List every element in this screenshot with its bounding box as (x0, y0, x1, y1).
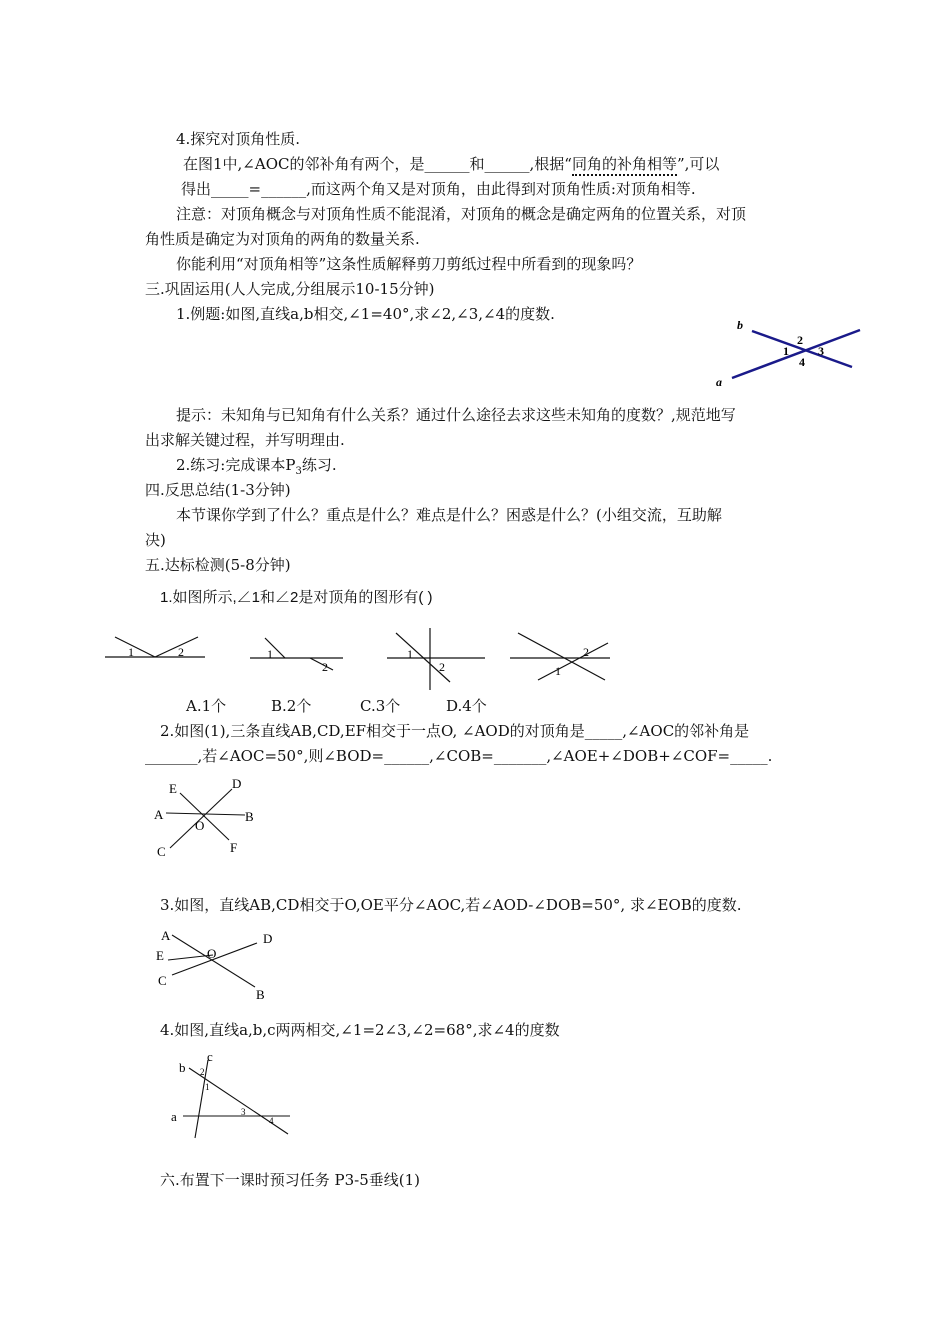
q3-figure (150, 925, 280, 1005)
q4-label-c: c (207, 1049, 213, 1064)
q1-fig2-label-1: 1 (267, 647, 273, 661)
hint-line2: 出求解关键过程，并写明理由. (145, 431, 345, 449)
q3-label-E: E (156, 948, 164, 963)
q1-fig1-label-1: 1 (128, 645, 134, 659)
example-figure (710, 315, 870, 390)
q1-fig4-label-2: 2 (583, 645, 589, 659)
s4-question: 你能利用“对顶角相等”这条性质解释剪刀剪纸过程中所看到的现象吗？ (176, 255, 642, 273)
q2-label-E: E (169, 781, 177, 796)
section-6-heading: 六.布置下一课时预习任务 P3-5垂线(1) (160, 1171, 421, 1189)
q2-label-C: C (157, 844, 166, 859)
q4-text: 4.如图,直线a,b,c两两相交,∠1=2∠3,∠2=68°,求∠4的度数 (160, 1021, 560, 1039)
q2-line2: _______,若∠AOC=50°,则∠BOD=______,∠COB=_______,∠AOE+∠DOB+∠COF=_____. (145, 747, 773, 765)
reflect-line1: 本节课你学到了什么？重点是什么？难点是什么？困惑是什么？(小组交流，互助解 (176, 506, 722, 524)
example-text: 1.例题:如图,直线a,b相交,∠1=40°,求∠2,∠3,∠4的度数. (176, 305, 555, 323)
section-3-heading: 三.巩固运用(人人完成,分组展示10-15分钟) (145, 280, 435, 298)
s4-note-line1: 注意：对顶角概念与对顶角性质不能混淆，对顶角的概念是确定两角的位置关系，对顶 (176, 205, 747, 223)
q3-text: 3.如图，直线AB,CD相交于O,OE平分∠AOC,若∠AOD-∠DOB=50°, 求∠EOB的度数. (160, 896, 742, 914)
q3-label-O: O (207, 946, 217, 961)
fig-angle-3: 3 (818, 344, 824, 358)
reflect-line2: 决) (145, 531, 166, 549)
q4-label-b: b (179, 1060, 186, 1075)
q2-label-A: A (154, 807, 164, 822)
q1-fig1-label-2: 2 (178, 645, 184, 659)
q2-label-D: D (232, 776, 242, 791)
q1-figures (100, 625, 620, 695)
q4-angle-3: 3 (241, 1107, 246, 1117)
q1-fig3-label-2: 2 (439, 660, 445, 674)
section-reflect-heading: 四.反思总结(1-3分钟) (145, 481, 291, 499)
section-5-heading: 五.达标检测(5-8分钟) (145, 556, 291, 574)
q3-label-A: A (161, 928, 171, 943)
hint-line1: 提示：未知角与已知角有什么关系？通过什么途径去求这些未知角的度数？,规范地写 (176, 406, 736, 424)
fig-angle-2: 2 (797, 333, 803, 347)
q1-choice-b: B.2个 (271, 697, 312, 715)
q1-fig2-label-2: 2 (322, 660, 328, 674)
q3-label-D: D (263, 931, 273, 946)
q1-fig4-label-1: 1 (555, 664, 561, 678)
fig-label-b: b (737, 318, 743, 332)
q1-choice-c: C.3个 (360, 697, 401, 715)
q1-fig3-label-1: 1 (407, 647, 413, 661)
fig-angle-1: 1 (783, 344, 789, 358)
q1-text: 1.如图所示,∠1和∠2是对顶角的图形有( ) (160, 589, 433, 606)
section-4-heading: 4.探究对顶角性质. (176, 130, 301, 148)
fig-label-a: a (716, 375, 722, 389)
q4-figure (165, 1048, 295, 1143)
fig-angle-4: 4 (799, 355, 805, 369)
q4-angle-4: 4 (269, 1116, 274, 1126)
s4-line2: 得出_____=______,而这两个角又是对顶角，由此得到对顶角性质:对顶角相等. (181, 180, 696, 198)
q2-line1: 2.如图(1),三条直线AB,CD,EF相交于一点O, ∠AOD的对顶角是_____,∠AOC的邻补角是 (160, 722, 750, 740)
q3-label-C: C (158, 973, 167, 988)
q2-label-B: B (245, 809, 254, 824)
q1-choice-a: A.1个 (186, 697, 227, 715)
q2-figure (150, 775, 260, 860)
q4-label-a: a (171, 1109, 177, 1124)
q4-angle-1: 1 (205, 1082, 210, 1092)
s4-line1: 在图1中,∠AOC的邻补角有两个，是______和______,根据“同角的补角相等”,可以 (183, 154, 719, 174)
s4-note-line2: 角性质是确定为对顶角的两角的数量关系. (145, 230, 420, 248)
q1-choice-d: D.4个 (446, 697, 487, 715)
q4-angle-2: 2 (200, 1067, 205, 1077)
q2-label-O: O (195, 818, 205, 833)
practice-text: 2.练习:完成课本$P_3$练习. (176, 456, 337, 477)
q2-label-F: F (230, 840, 238, 855)
q3-label-B: B (256, 987, 265, 1002)
